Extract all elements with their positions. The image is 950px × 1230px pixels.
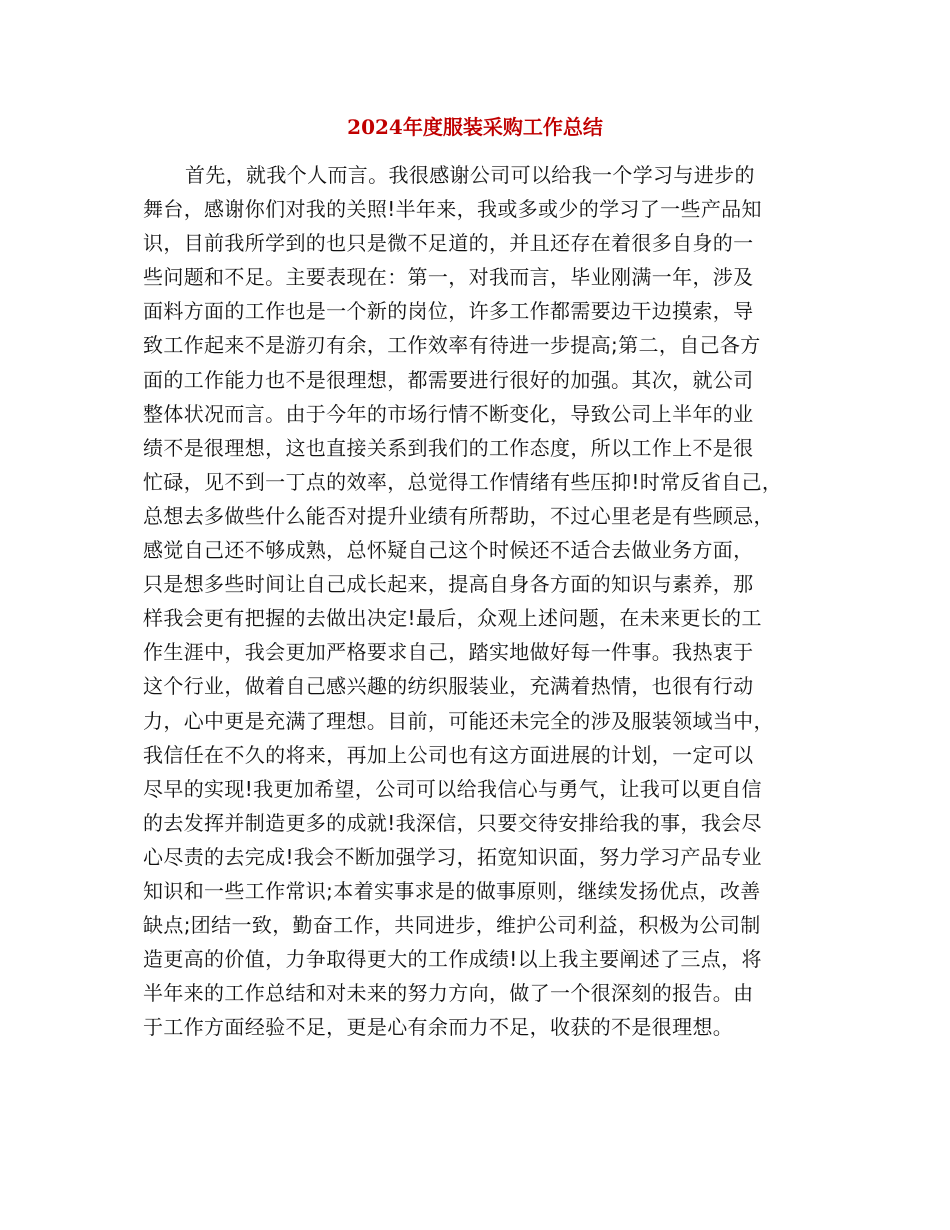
body-line: 作生涯中，我会更加严格要求自己，踏实地做好每一件事。我热衷于 (143, 640, 754, 665)
body-line: 感觉自己还不够成熟，总怀疑自己这个时候还不适合去做业务方面， (143, 538, 754, 563)
body-line: 致工作起来不是游刃有余，工作效率有待进一步提高;第二，自己各方 (143, 333, 761, 358)
body-line: 面的工作能力也不是很理想，都需要进行很好的加强。其次，就公司 (143, 367, 754, 392)
body-line: 识，目前我所学到的也只是微不足道的，并且还存在着很多自身的一 (143, 231, 754, 256)
body-line: 心尽责的去完成!我会不断加强学习，拓宽知识面，努力学习产品专业 (143, 844, 762, 869)
body-line: 于工作方面经验不足，更是心有余而力不足，收获的不是很理想。 (143, 1015, 734, 1040)
body-line: 我信任在不久的将来，再加上公司也有这方面进展的计划，一定可以 (143, 742, 754, 767)
body-line: 只是想多些时间让自己成长起来，提高自身各方面的知识与素养，那 (143, 572, 754, 597)
body-line: 力，心中更是充满了理想。目前，可能还未完全的涉及服装领域当中， (143, 708, 774, 733)
body-line: 绩不是很理想，这也直接关系到我们的工作态度，所以工作上不是很 (143, 435, 754, 460)
body-line: 这个行业，做着自己感兴趣的纺织服装业，充满着热情，也很有行动 (143, 674, 754, 699)
body-line: 半年来的工作总结和对未来的努力方向，做了一个很深刻的报告。由 (143, 981, 754, 1006)
body-line: 整体状况而言。由于今年的市场行情不断变化，导致公司上半年的业 (143, 401, 754, 426)
body-line: 总想去多做些什么能否对提升业绩有所帮助，不过心里老是有些顾忌， (143, 503, 774, 528)
body-line: 舞台，感谢你们对我的关照!半年来，我或多或少的学习了一些产品知 (143, 197, 762, 222)
body-line: 知识和一些工作常识;本着实事求是的做事原则，继续发扬优点，改善 (143, 878, 761, 903)
body-line: 些问题和不足。主要表现在：第一，对我而言，毕业刚满一年，涉及 (143, 265, 754, 290)
body-line: 造更高的价值，力争取得更大的工作成绩!以上我主要阐述了三点，将 (143, 947, 762, 972)
body-line: 面料方面的工作也是一个新的岗位，许多工作都需要边干边摸索，导 (143, 299, 754, 324)
body-line: 忙碌，见不到一丁点的效率，总觉得工作情绪有些压抑!时常反省自己， (143, 469, 783, 494)
body-line: 样我会更有把握的去做出决定!最后，众观上述问题，在未来更长的工 (143, 606, 762, 631)
body-line: 首先，就我个人而言。我很感谢公司可以给我一个学习与进步的 (185, 163, 755, 187)
body-line: 的去发挥并制造更多的成就!我深信，只要交待安排给我的事，我会尽 (143, 810, 762, 835)
document-title: 2024年度服装采购工作总结 (347, 115, 603, 139)
body-line: 尽早的实现!我更加希望，公司可以给我信心与勇气，让我可以更自信 (143, 776, 762, 801)
body-line: 缺点;团结一致，勤奋工作，共同进步，维护公司利益，积极为公司制 (143, 913, 761, 938)
document-body (143, 158, 823, 1044)
